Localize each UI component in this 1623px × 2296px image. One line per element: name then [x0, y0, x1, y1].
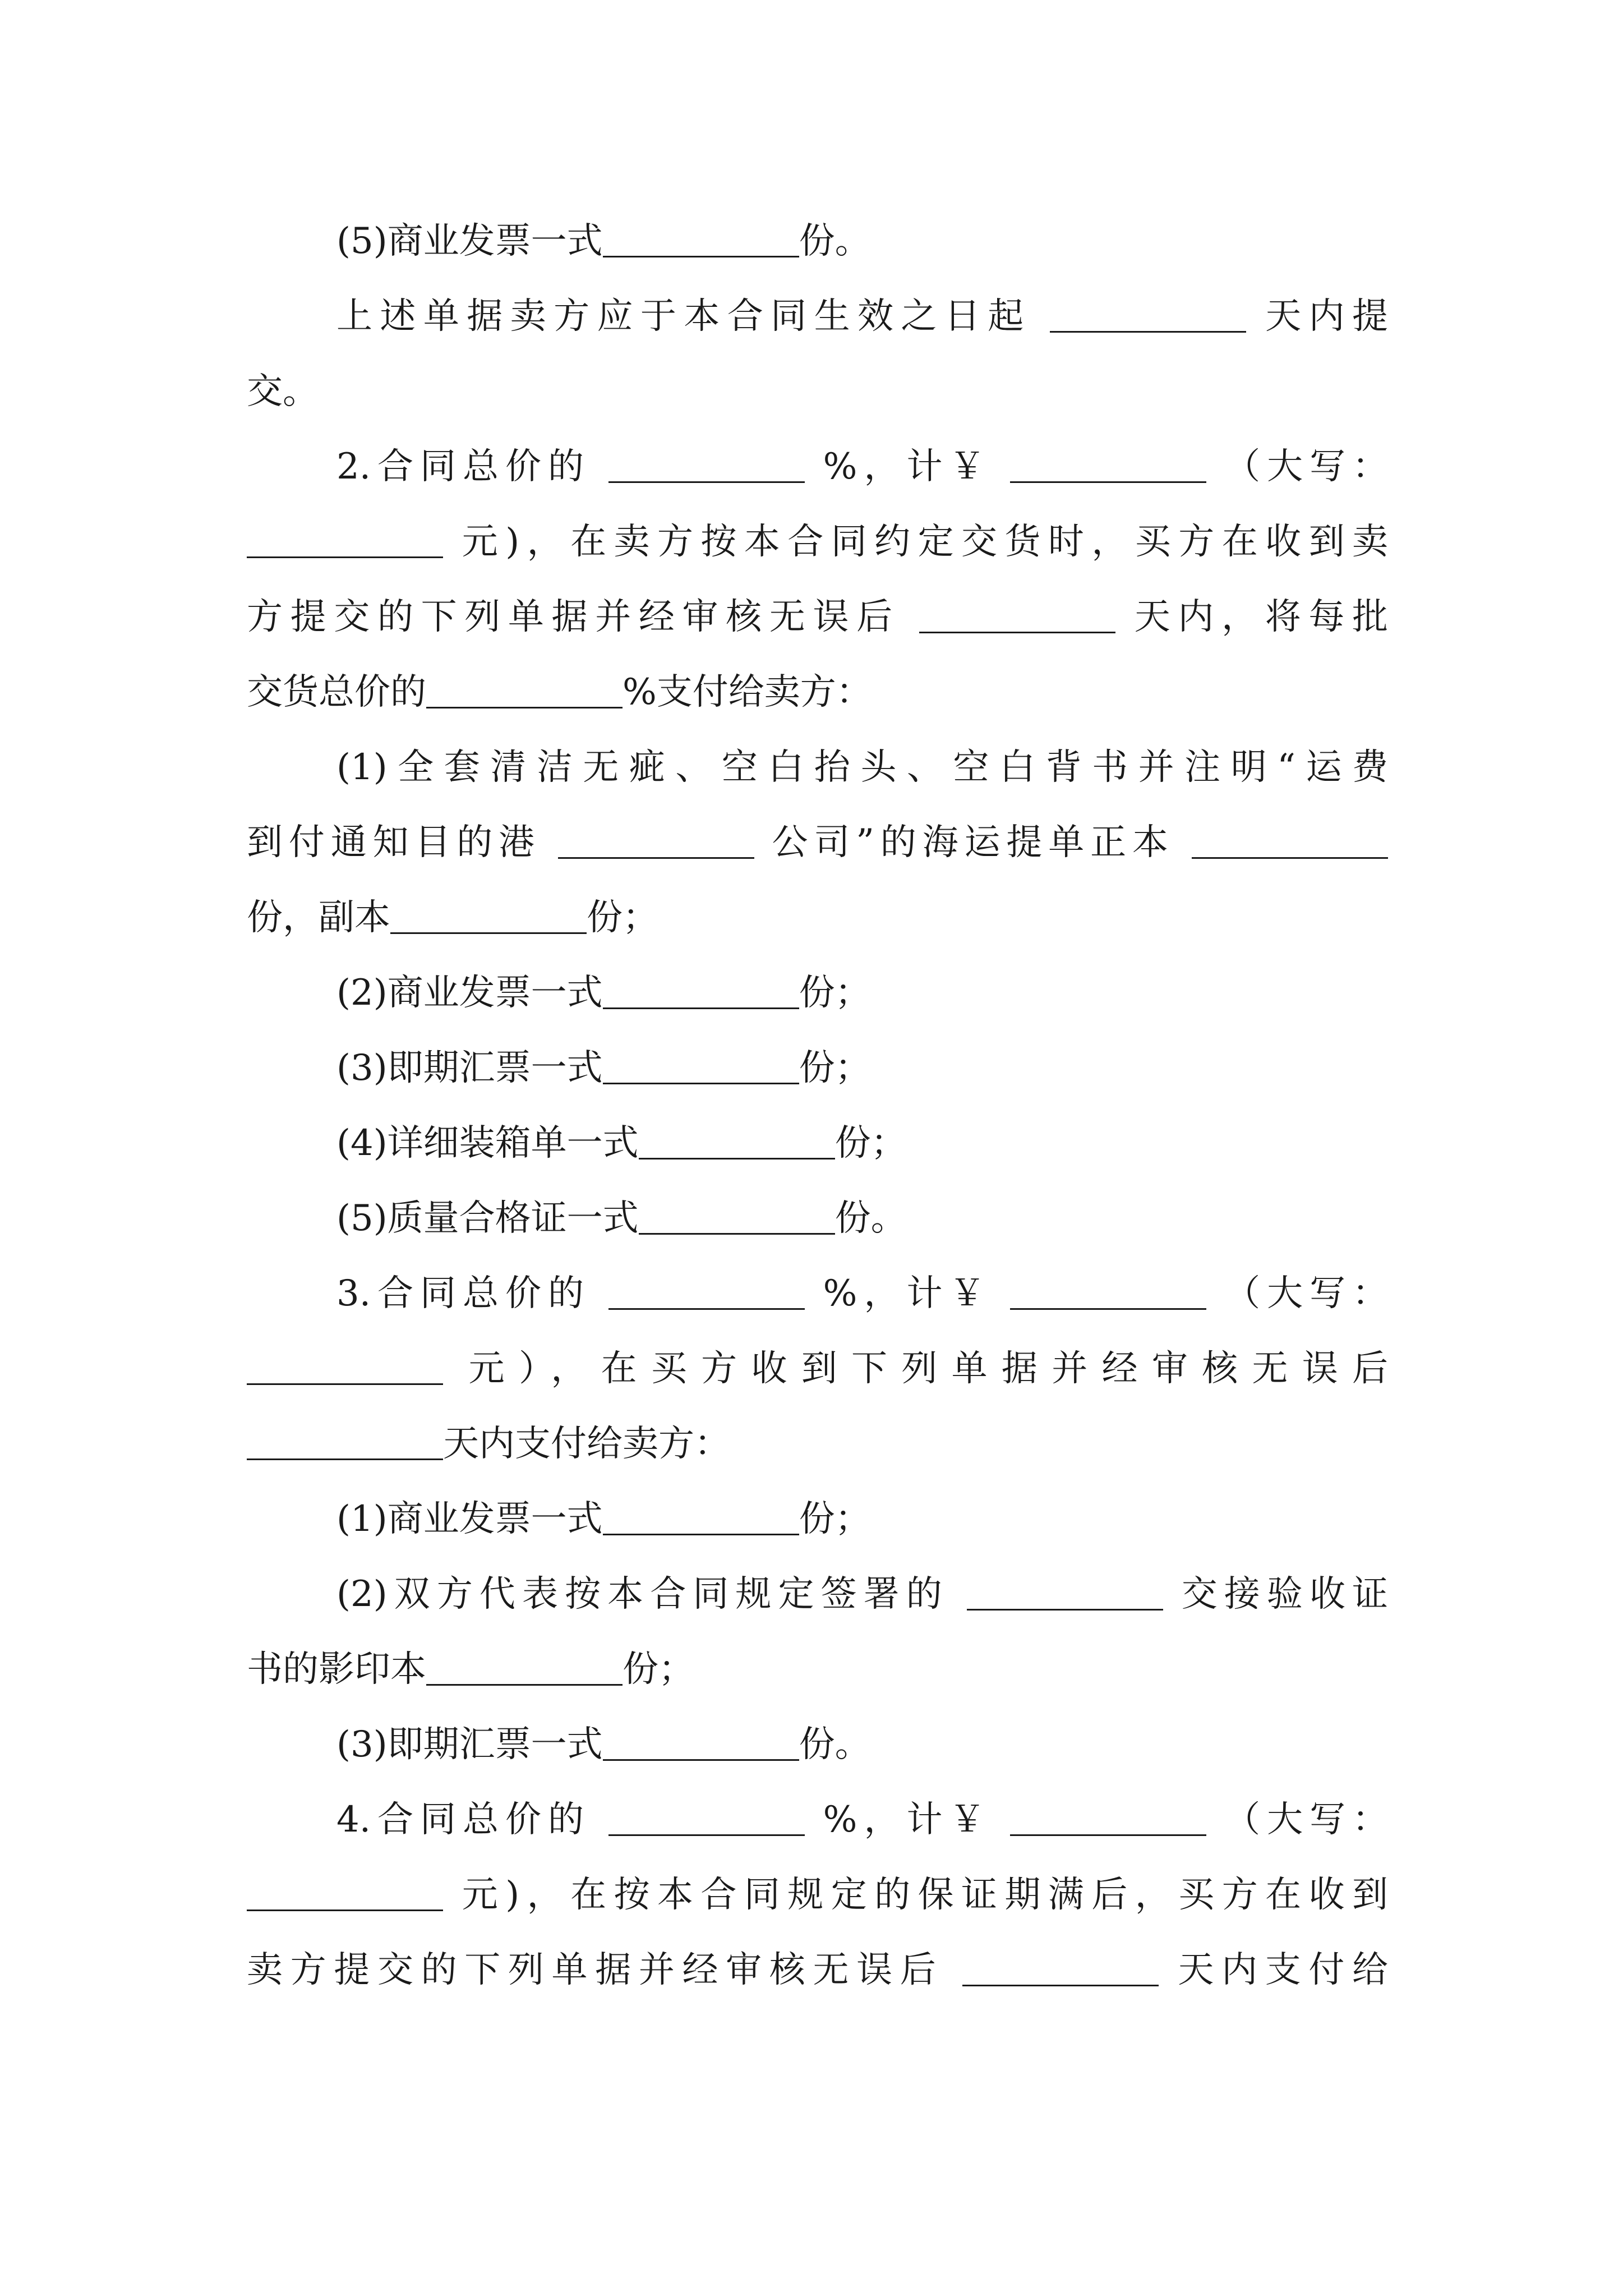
text-line: [247, 1341, 1388, 1397]
text-line: [247, 439, 1388, 495]
text-line: [247, 288, 1388, 344]
text-segment: 交。: [247, 371, 319, 412]
text-segment: 方提交的下列单据并经审核无误后: [247, 596, 900, 638]
text-segment: 份，副本: [247, 897, 390, 938]
fill-blank[interactable]: [967, 1573, 1163, 1611]
text-segment: （大写：: [1224, 1273, 1388, 1314]
fill-blank[interactable]: [247, 1347, 443, 1385]
text-line: [247, 890, 1388, 946]
text-line: [247, 664, 1388, 720]
text-segment: 份；: [623, 1649, 694, 1690]
text-line: [247, 514, 1388, 570]
fill-blank[interactable]: [919, 596, 1115, 633]
text-segment: 份；: [587, 897, 658, 938]
text-line: [247, 965, 1388, 1021]
text-line: [247, 213, 1388, 269]
fill-blank[interactable]: [558, 821, 754, 859]
fill-blank[interactable]: [1010, 1272, 1206, 1310]
text-segment: 天内支付给卖方：: [443, 1423, 730, 1465]
text-line: [247, 1491, 1388, 1547]
text-segment: 份。: [799, 1724, 871, 1765]
text-segment: %，计￥: [823, 1799, 992, 1841]
text-line: [247, 364, 1388, 420]
fill-blank[interactable]: [1010, 445, 1206, 483]
text-segment: 份；: [799, 972, 871, 1014]
fill-blank[interactable]: [639, 1197, 835, 1235]
text-line: [247, 1942, 1388, 1998]
text-segment: 4.合同总价的: [336, 1799, 591, 1841]
fill-blank[interactable]: [608, 1798, 805, 1836]
text-segment: 份；: [799, 1047, 871, 1089]
text-line: [247, 1717, 1388, 1773]
text-segment: (1)全套清洁无疵、空白抬头、空白背书并注明“运费: [336, 747, 1388, 788]
fill-blank[interactable]: [426, 671, 623, 708]
text-segment: 天内支付给: [1178, 1949, 1388, 1991]
text-segment: 书的影印本: [247, 1649, 426, 1690]
fill-blank[interactable]: [247, 521, 443, 558]
text-segment: (3)即期汇票一式: [336, 1047, 603, 1089]
fill-blank[interactable]: [1192, 821, 1388, 859]
text-segment: 交接验收证: [1181, 1573, 1388, 1615]
fill-blank[interactable]: [603, 220, 799, 257]
fill-blank[interactable]: [247, 1423, 443, 1460]
fill-blank[interactable]: [247, 1874, 443, 1911]
fill-blank[interactable]: [390, 896, 587, 934]
fill-blank[interactable]: [426, 1648, 623, 1686]
text-segment: 天内提: [1265, 296, 1388, 337]
text-segment: 卖方提交的下列单据并经审核无误后: [247, 1949, 944, 1991]
text-line: [247, 1416, 1388, 1472]
fill-blank[interactable]: [608, 1272, 805, 1310]
fill-blank[interactable]: [603, 1047, 799, 1084]
text-segment: (4)详细装箱单一式: [336, 1122, 639, 1164]
text-segment: 份。: [799, 220, 871, 262]
text-segment: (3)即期汇票一式: [336, 1724, 603, 1765]
fill-blank[interactable]: [603, 1723, 799, 1761]
text-line: [247, 1040, 1388, 1096]
text-segment: 元)，在卖方按本合同约定交货时，买方在收到卖: [462, 521, 1388, 563]
fill-blank[interactable]: [603, 972, 799, 1009]
text-segment: 上述单据卖方应于本合同生效之日起: [336, 296, 1031, 337]
text-segment: （大写：: [1224, 446, 1388, 487]
text-segment: 3.合同总价的: [336, 1273, 591, 1314]
text-line: [247, 1115, 1388, 1171]
text-line: [247, 589, 1388, 645]
text-segment: %支付给卖方：: [623, 671, 872, 713]
fill-blank[interactable]: [603, 1498, 799, 1535]
text-segment: (5)质量合格证一式: [336, 1198, 639, 1239]
text-segment: (1)商业发票一式: [336, 1498, 603, 1540]
text-line: [247, 815, 1388, 871]
text-segment: 公司”的海运提单正本: [772, 822, 1174, 863]
text-line: [247, 1190, 1388, 1246]
text-segment: 份；: [834, 1122, 907, 1164]
text-segment: 2.合同总价的: [336, 446, 591, 487]
text-segment: %，计￥: [823, 446, 992, 487]
text-line: [247, 1792, 1388, 1848]
text-line: [247, 1867, 1388, 1923]
text-line: [247, 1641, 1388, 1697]
text-segment: 天内，将每批: [1134, 596, 1388, 638]
text-segment: (5)商业发票一式: [336, 220, 603, 262]
text-segment: 元），在买方收到下列单据并经审核无误后: [468, 1348, 1388, 1389]
text-segment: （大写：: [1224, 1799, 1388, 1841]
text-segment: %，计￥: [823, 1273, 992, 1314]
fill-blank[interactable]: [962, 1949, 1159, 1986]
text-segment: 份。: [834, 1198, 907, 1239]
text-line: [247, 1266, 1388, 1322]
text-segment: 份；: [799, 1498, 871, 1540]
fill-blank[interactable]: [639, 1122, 835, 1159]
text-line: [247, 739, 1388, 795]
text-segment: 到付通知目的港: [247, 822, 541, 863]
text-line: [247, 1566, 1388, 1622]
text-segment: (2)商业发票一式: [336, 972, 603, 1014]
text-segment: (2)双方代表按本合同规定签署的: [336, 1573, 949, 1615]
fill-blank[interactable]: [1050, 295, 1246, 333]
fill-blank[interactable]: [608, 445, 805, 483]
text-segment: 交货总价的: [247, 671, 426, 713]
fill-blank[interactable]: [1010, 1798, 1206, 1836]
text-segment: 元)，在按本合同规定的保证期满后，买方在收到: [462, 1874, 1388, 1916]
